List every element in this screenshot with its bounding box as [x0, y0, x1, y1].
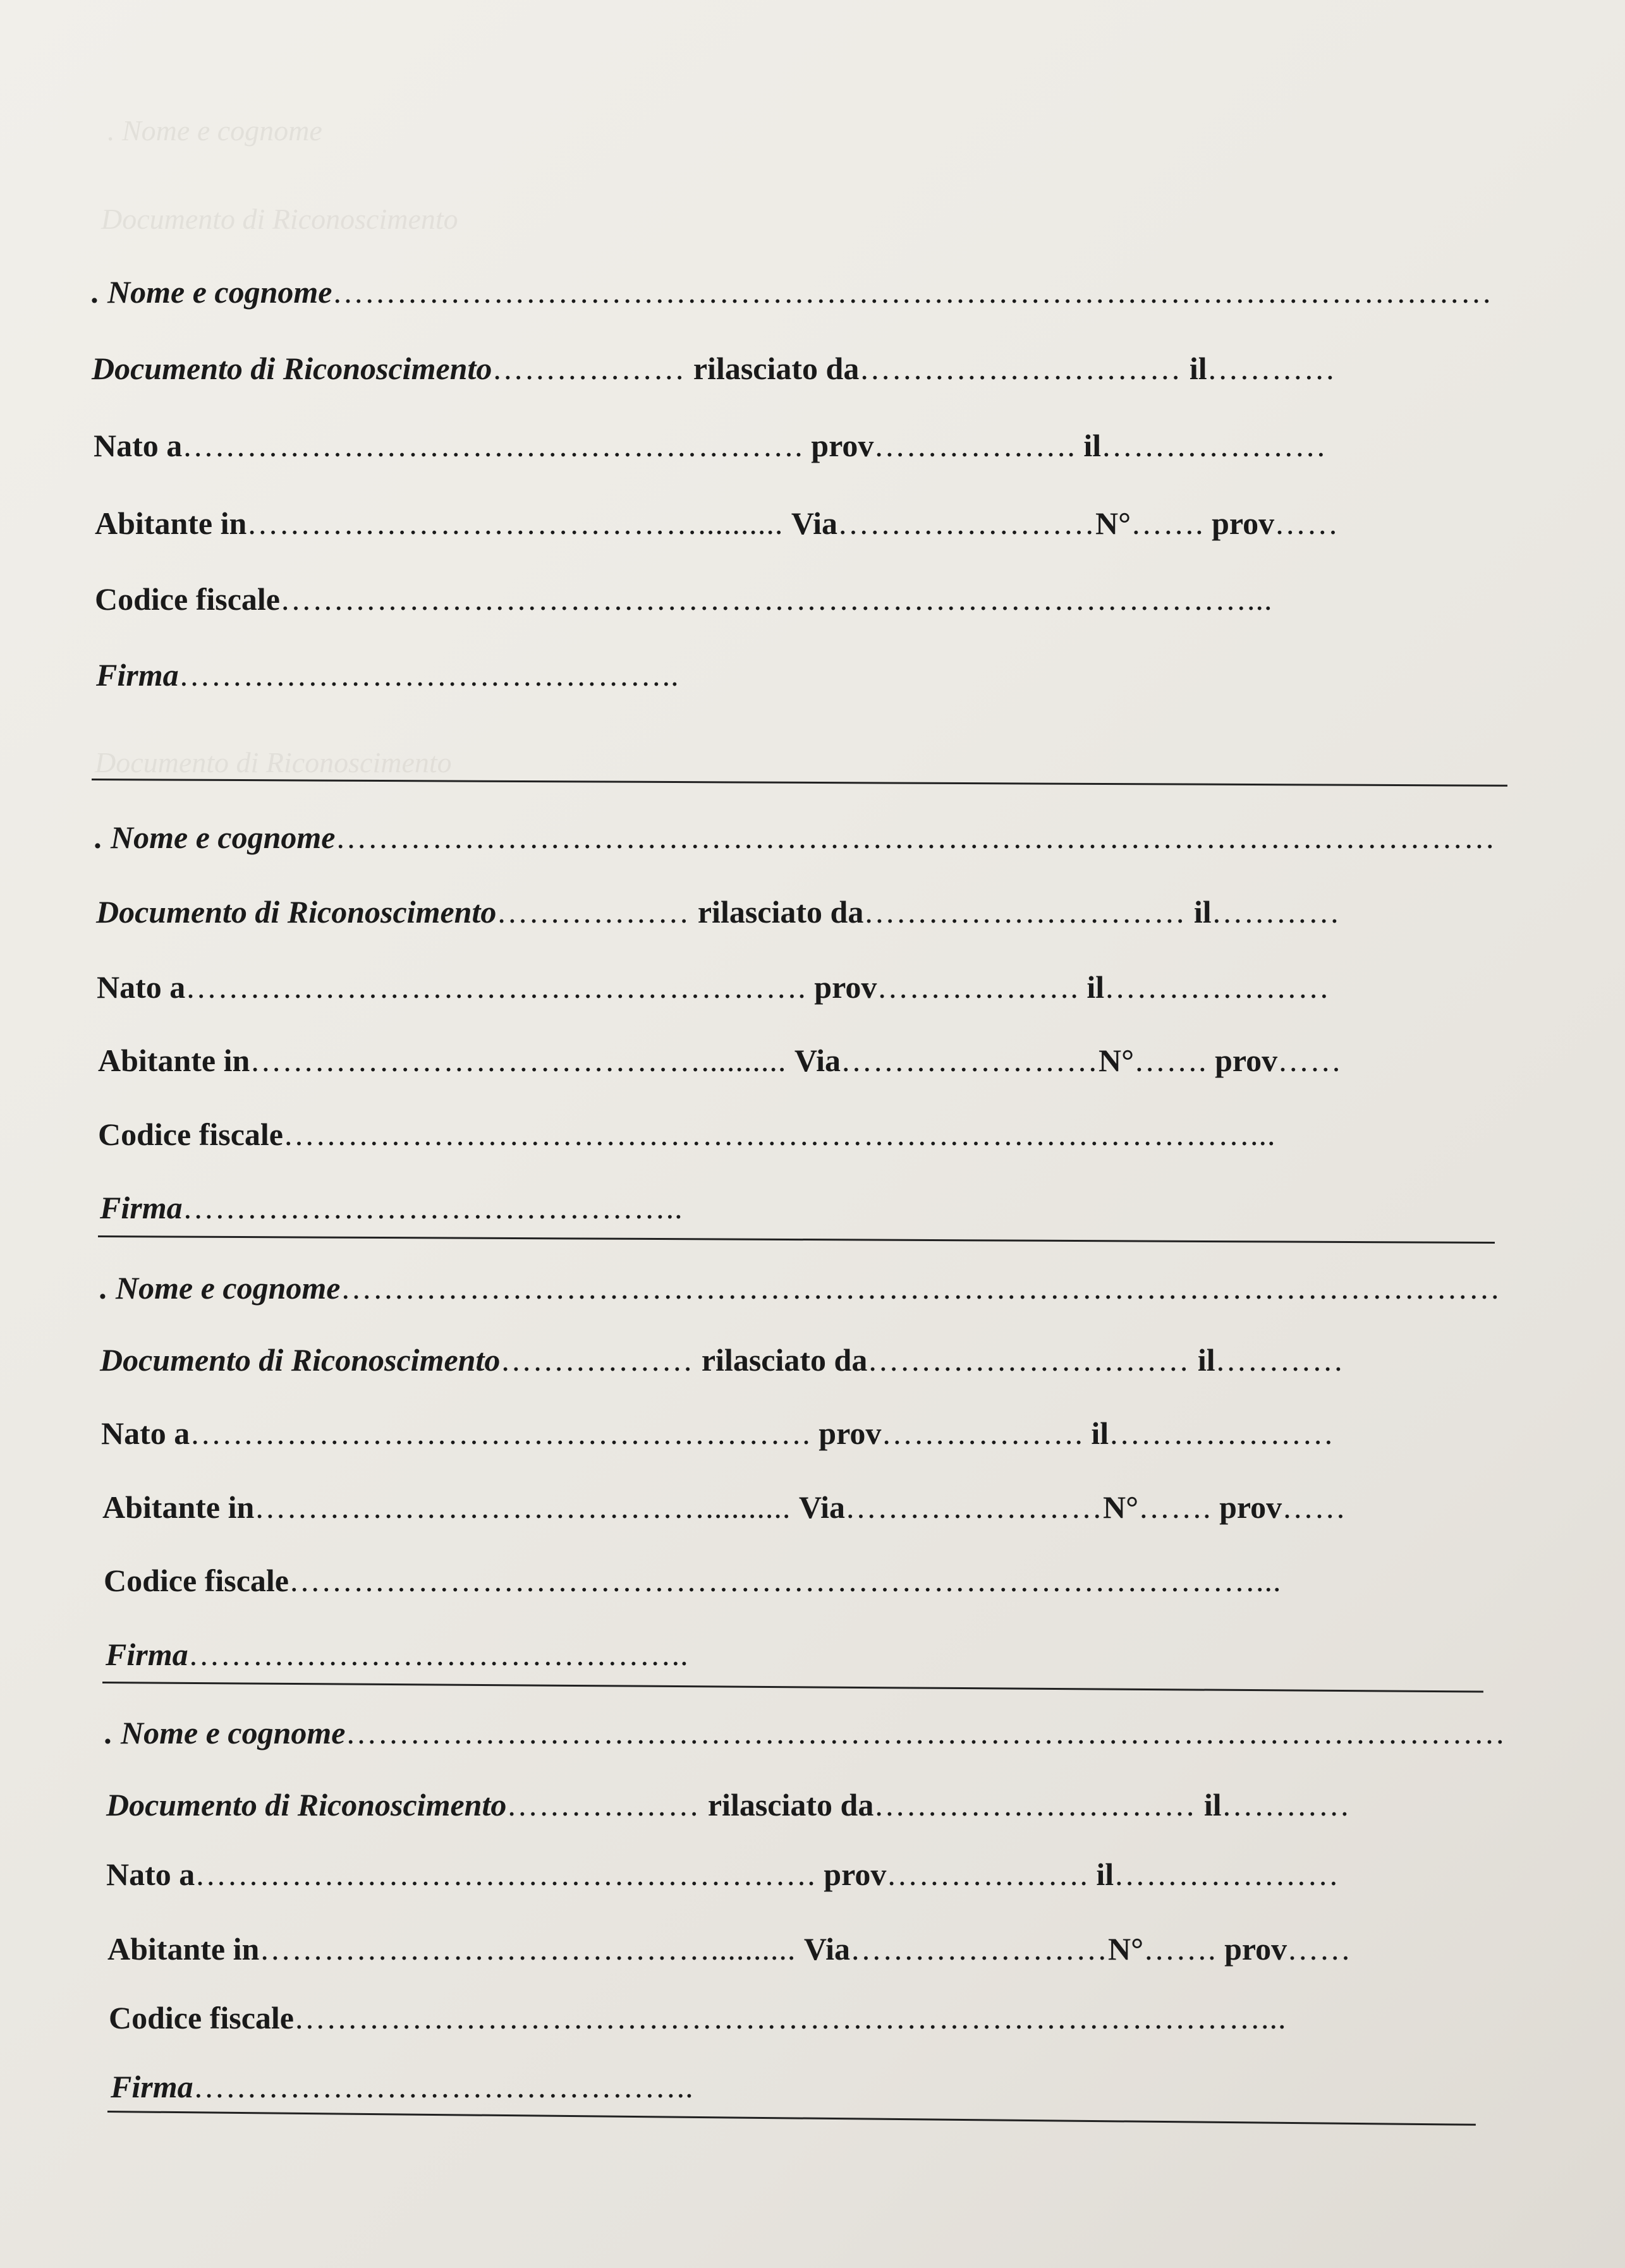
row-documento [92, 349, 1336, 387]
prov-field[interactable]: ………………. [873, 428, 1076, 463]
row-codice [98, 1115, 1275, 1153]
via-field[interactable]: …………………… [849, 1931, 1108, 1967]
via-label: Via [803, 1931, 850, 1967]
row-documento [96, 893, 1341, 931]
il-field[interactable]: ………… [1207, 351, 1336, 386]
nato-label: Nato a [101, 1416, 190, 1451]
nato-il-field[interactable]: ………………… [1104, 969, 1330, 1005]
via-label: Via [794, 1043, 841, 1078]
via-label: Via [798, 1489, 845, 1525]
via-field[interactable]: …………………… [844, 1489, 1103, 1525]
nato-label: Nato a [97, 969, 186, 1005]
row-nato [106, 1855, 1339, 1893]
via-label: Via [791, 506, 837, 541]
codice-field[interactable]: ………………………………………………………………………………... [288, 1563, 1282, 1598]
codice-label: Codice fiscale [95, 581, 280, 617]
rilasciato-label: rilasciato da [707, 1787, 874, 1822]
show-through-text: . Nome e cognome [107, 114, 322, 147]
il-label: il [1083, 428, 1102, 463]
nome-field[interactable]: ……………………………………………………………………………………………… [332, 274, 1493, 310]
il-field[interactable]: ………… [1221, 1787, 1351, 1822]
documento-field[interactable]: ……………… [506, 1787, 700, 1822]
il-label: il [1086, 969, 1105, 1005]
il-field[interactable]: ………… [1211, 894, 1341, 930]
numero-label: N° [1098, 1043, 1135, 1078]
abitante-field[interactable]: …………………………………….......... [254, 1489, 791, 1525]
rilasciato-field[interactable]: ………………………… [873, 1787, 1196, 1822]
show-through-text: Documento di Riconoscimento [95, 746, 452, 779]
nome-label: . Nome e cognome [95, 820, 336, 855]
il-label: il [1189, 351, 1207, 386]
il-field[interactable]: ………… [1215, 1342, 1344, 1378]
prov-label: prov [814, 969, 877, 1005]
documento-label: Documento di Riconoscimento [106, 1787, 507, 1822]
codice-field[interactable]: ………………………………………………………………………………... [279, 581, 1273, 617]
row-nato [97, 968, 1330, 1006]
codice-label: Codice fiscale [109, 2000, 294, 2035]
documento-field[interactable]: ……………… [492, 351, 686, 386]
ab-prov-field[interactable]: …… [1277, 1043, 1342, 1078]
numero-label: N° [1102, 1489, 1139, 1525]
row-abitante [98, 1041, 1342, 1079]
row-nome [100, 1269, 1500, 1307]
prov-field[interactable]: ………………. [886, 1857, 1088, 1892]
firma-field[interactable]: ……………………………………….. [178, 657, 679, 693]
ab-prov-field[interactable]: …… [1274, 506, 1339, 541]
prov-label: prov [824, 1857, 887, 1892]
codice-label: Codice fiscale [98, 1117, 283, 1152]
divider-line [92, 779, 1507, 787]
firma-field[interactable]: ……………………………………….. [188, 1637, 689, 1672]
documento-label: Documento di Riconoscimento [100, 1342, 501, 1378]
row-documento [100, 1341, 1344, 1379]
row-firma [106, 1635, 689, 1673]
row-codice [104, 1562, 1281, 1599]
nato-il-field[interactable]: ………………… [1114, 1857, 1340, 1892]
nome-field[interactable]: ……………………………………………………………………………………………… [335, 820, 1496, 855]
nato-label: Nato a [94, 428, 183, 463]
rilasciato-label: rilasciato da [701, 1342, 868, 1378]
abitante-label: Abitante in [107, 1931, 260, 1967]
abitante-field[interactable]: …………………………………….......... [259, 1931, 796, 1967]
nome-field[interactable]: ……………………………………………………………………………………………… [345, 1715, 1506, 1750]
numero-field[interactable]: ……. [1143, 1931, 1217, 1967]
row-firma [96, 656, 679, 694]
nato-field[interactable]: …………………………………………………. [195, 1857, 816, 1892]
abitante-field[interactable]: …………………………………….......... [246, 506, 784, 541]
prov-label: prov [811, 428, 874, 463]
rilasciato-label: rilasciato da [693, 351, 860, 386]
row-nato [101, 1414, 1334, 1452]
row-codice [95, 580, 1272, 618]
firma-label: Firma [100, 1190, 183, 1225]
row-nome [92, 273, 1492, 311]
row-nome [105, 1714, 1506, 1752]
nato-field[interactable]: …………………………………………………. [185, 969, 806, 1005]
show-through-text: Documento di Riconoscimento [101, 203, 458, 235]
firma-field[interactable]: ……………………………………….. [193, 2069, 694, 2104]
row-codice [109, 1999, 1286, 2037]
firma-label: Firma [111, 2069, 193, 2104]
abitante-label: Abitante in [102, 1489, 255, 1525]
firma-field[interactable]: ……………………………………….. [182, 1190, 683, 1225]
prov-label: prov [1215, 1043, 1278, 1078]
il-label: il [1091, 1416, 1109, 1451]
row-nome [95, 818, 1495, 856]
firma-label: Firma [96, 657, 179, 693]
nato-il-field[interactable]: ………………… [1101, 428, 1327, 463]
divider-line [98, 1235, 1495, 1244]
nome-label: . Nome e cognome [92, 274, 332, 310]
numero-label: N° [1095, 506, 1131, 541]
prov-field[interactable]: ………………. [877, 969, 1079, 1005]
rilasciato-field[interactable]: ………………………… [859, 351, 1182, 386]
via-field[interactable]: …………………… [837, 506, 1095, 541]
documento-field[interactable]: ……………… [496, 894, 690, 930]
documento-label: Documento di Riconoscimento [92, 351, 492, 386]
abitante-label: Abitante in [98, 1043, 250, 1078]
divider-line [107, 2111, 1476, 2126]
numero-field[interactable]: ……. [1131, 506, 1204, 541]
abitante-field[interactable]: …………………………………….......... [250, 1043, 787, 1078]
prov-label: prov [1224, 1931, 1287, 1967]
divider-line [102, 1682, 1483, 1692]
ab-prov-field[interactable]: …… [1287, 1931, 1352, 1967]
il-label: il [1193, 894, 1212, 930]
row-abitante [102, 1488, 1346, 1526]
prov-field[interactable]: ………………. [881, 1416, 1083, 1451]
ab-prov-field[interactable]: …… [1282, 1489, 1347, 1525]
nome-label: . Nome e cognome [100, 1270, 341, 1306]
nato-field[interactable]: …………………………………………………. [182, 428, 803, 463]
row-abitante [95, 504, 1339, 542]
nato-label: Nato a [106, 1857, 195, 1892]
row-abitante [107, 1930, 1351, 1968]
codice-field[interactable]: ………………………………………………………………………………... [283, 1117, 1276, 1152]
il-label: il [1197, 1342, 1215, 1378]
nato-field[interactable]: …………………………………………………. [190, 1416, 811, 1451]
abitante-label: Abitante in [95, 506, 247, 541]
rilasciato-field[interactable]: ………………………… [867, 1342, 1190, 1378]
rilasciato-label: rilasciato da [697, 894, 864, 930]
documento-label: Documento di Riconoscimento [96, 894, 497, 930]
prov-label: prov [819, 1416, 882, 1451]
il-label: il [1096, 1857, 1114, 1892]
row-nato [94, 427, 1327, 464]
prov-label: prov [1219, 1489, 1282, 1525]
documento-field[interactable]: ……………… [500, 1342, 694, 1378]
numero-field[interactable]: ……. [1134, 1043, 1207, 1078]
row-documento [106, 1786, 1351, 1824]
nome-field[interactable]: ……………………………………………………………………………………………… [340, 1270, 1501, 1306]
codice-field[interactable]: ………………………………………………………………………………... [293, 2000, 1287, 2035]
codice-label: Codice fiscale [104, 1563, 289, 1598]
rilasciato-field[interactable]: ………………………… [863, 894, 1186, 930]
nato-il-field[interactable]: ………………… [1109, 1416, 1335, 1451]
il-label: il [1203, 1787, 1222, 1822]
numero-field[interactable]: ……. [1138, 1489, 1212, 1525]
firma-label: Firma [106, 1637, 188, 1672]
row-firma [100, 1189, 683, 1227]
via-field[interactable]: …………………… [840, 1043, 1099, 1078]
row-firma [111, 2068, 694, 2106]
nome-label: . Nome e cognome [105, 1715, 346, 1750]
prov-label: prov [1212, 506, 1275, 541]
numero-label: N° [1107, 1931, 1144, 1967]
